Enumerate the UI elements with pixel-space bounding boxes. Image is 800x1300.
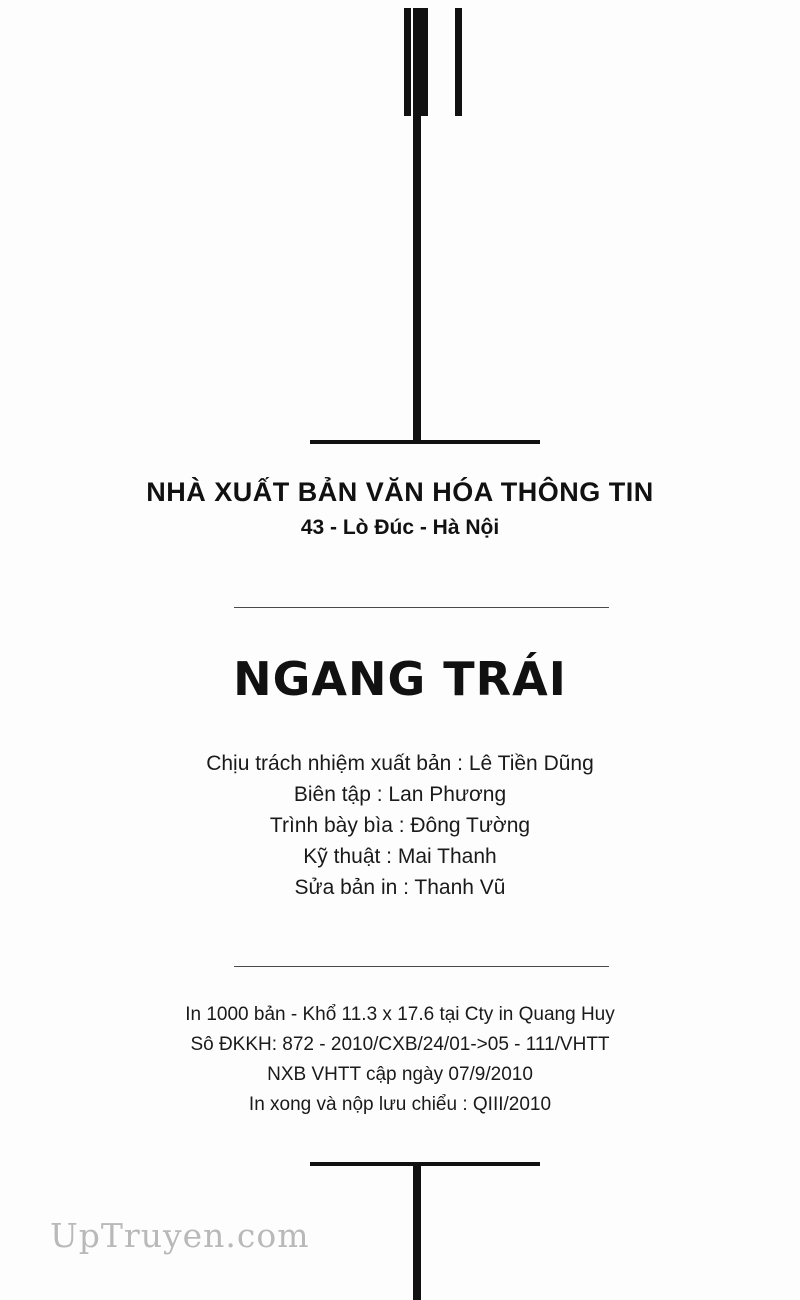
site-watermark: UpTruyen.com bbox=[50, 1216, 310, 1255]
credit-line: Trình bày bìa : Đông Tường bbox=[269, 814, 531, 837]
divider-bottom bbox=[234, 966, 609, 967]
logo-middle-bar bbox=[421, 8, 428, 116]
publisher-block bbox=[0, 476, 800, 540]
logo-right-bar bbox=[455, 8, 462, 116]
logo-stem-bar bbox=[413, 8, 421, 444]
print-info-block bbox=[0, 1000, 800, 1120]
print-info-line: In 1000 bản - Khổ 11.3 x 17.6 tại Cty in Quang Huy bbox=[185, 1004, 615, 1025]
publisher-logo-mark bbox=[0, 0, 800, 460]
bottom-horizontal-rule bbox=[310, 1162, 540, 1166]
credits-block bbox=[0, 748, 800, 903]
credit-line: Chịu trách nhiệm xuất bản : Lê Tiền Dũng bbox=[206, 752, 594, 775]
bottom-stem-bar bbox=[413, 1162, 421, 1300]
credit-line: Sửa bản in : Thanh Vũ bbox=[294, 876, 506, 899]
print-info-line: Sô ĐKKH: 872 - 2010/CXB/24/01->05 - 111/VHTT bbox=[190, 1034, 610, 1055]
print-info-line: In xong và nộp lưu chiểu : QIII/2010 bbox=[248, 1094, 552, 1115]
book-title: NGANG TRÁI bbox=[233, 652, 567, 706]
print-info-line: NXB VHTT cập ngày 07/9/2010 bbox=[267, 1064, 533, 1085]
divider-top bbox=[234, 607, 609, 608]
credit-line: Kỹ thuật : Mai Thanh bbox=[303, 845, 497, 868]
publisher-address: 43 - Lò Đúc - Hà Nội bbox=[300, 516, 500, 540]
credit-line: Biên tập : Lan Phương bbox=[293, 783, 507, 806]
logo-horizontal-rule bbox=[310, 440, 540, 444]
logo-left-bar bbox=[404, 8, 411, 116]
publisher-name: NHÀ XUẤT BẢN VĂN HÓA THÔNG TIN bbox=[146, 477, 654, 507]
